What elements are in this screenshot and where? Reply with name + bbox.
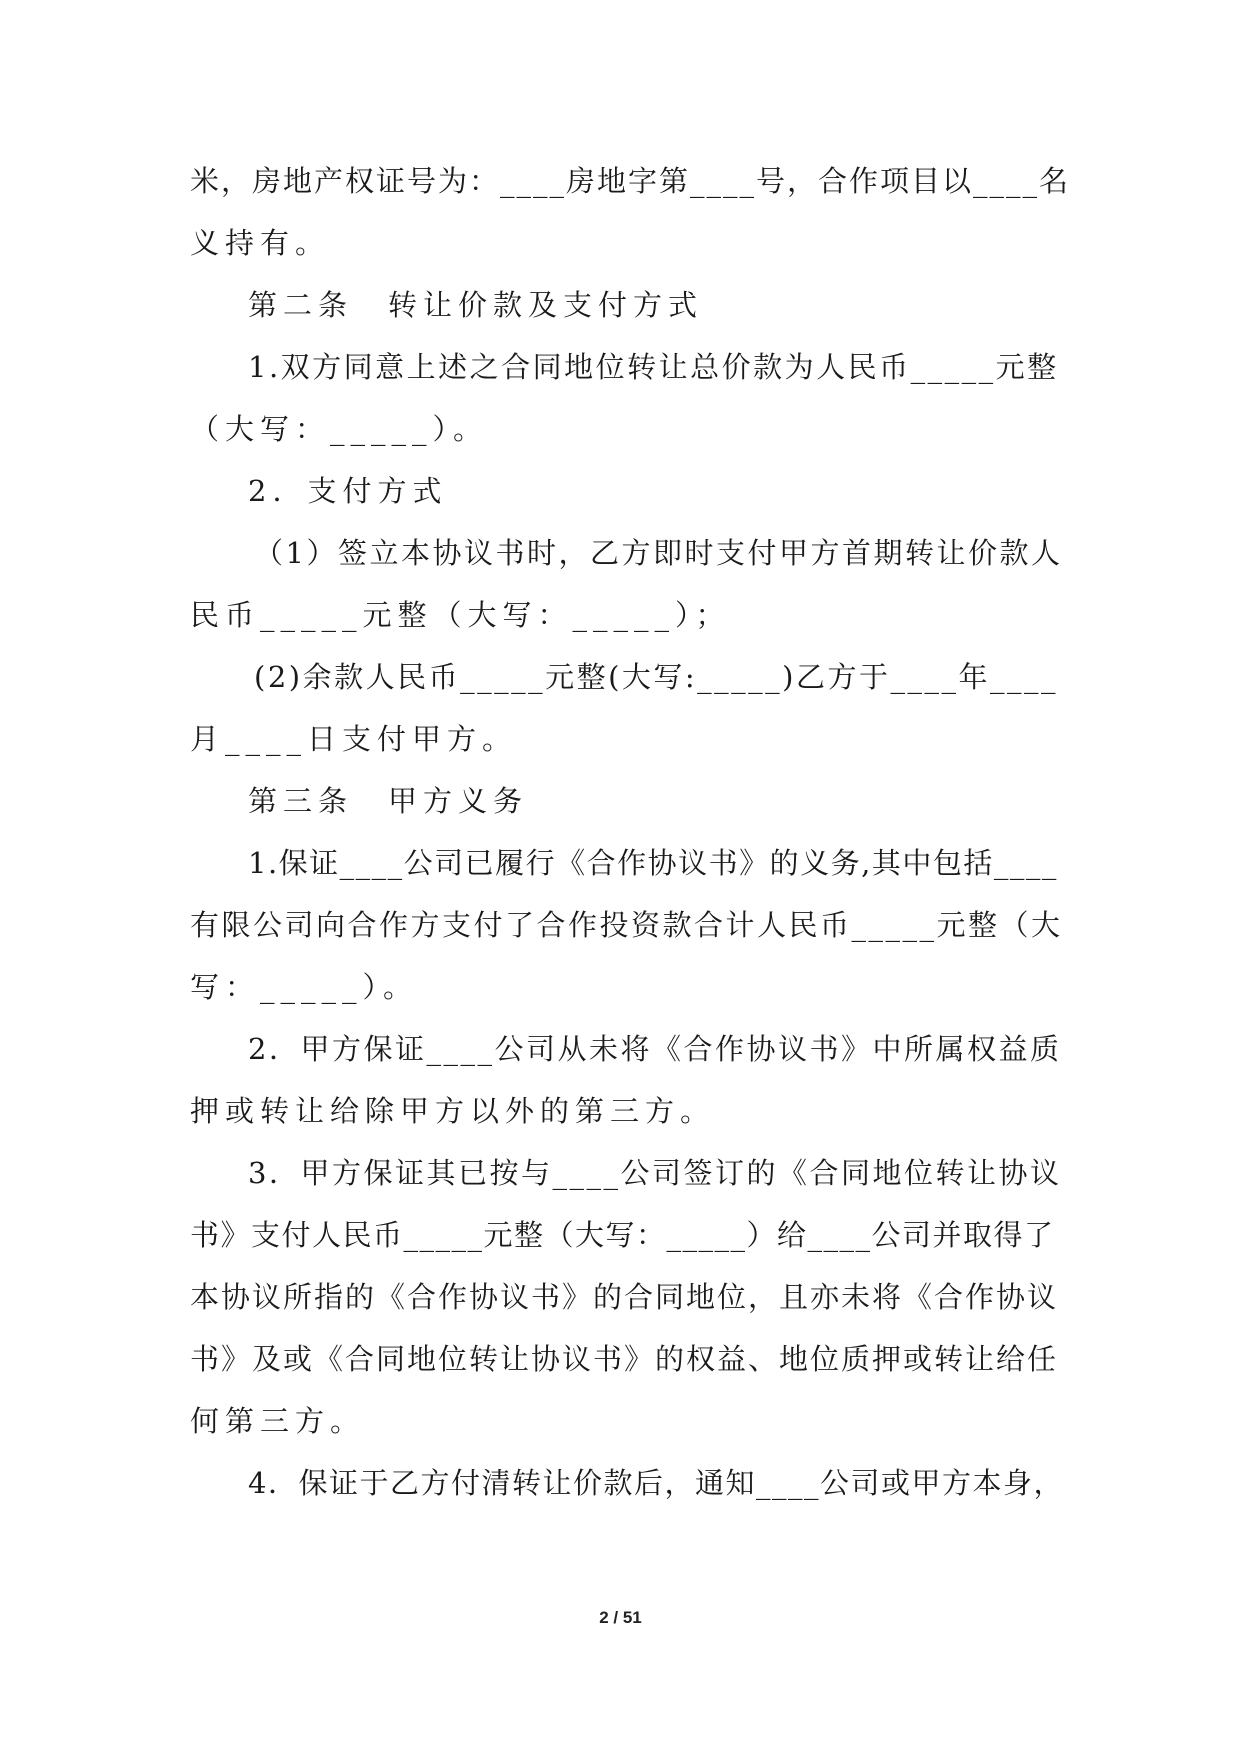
text-line: 书》及或《合同地位转让协议书》的权益、地位质押或转让给任 [190, 1342, 1059, 1376]
text-line: 何第三方。 [190, 1404, 366, 1438]
text-line: 2．甲方保证____公司从未将《合作协议书》中所属权益质 [248, 1032, 1062, 1066]
page-number: 2 / 51 [599, 1608, 642, 1627]
text-line: 第三条 甲方义务 [248, 784, 529, 818]
text-line: (2)余款人民币_____元整(大写:_____)乙方于____年____ [254, 660, 1058, 694]
text-line: 义持有。 [190, 226, 331, 260]
text-line: （大写：_____）。 [190, 412, 489, 446]
text-line: 押或转让给除甲方以外的第三方。 [190, 1094, 716, 1128]
text-line: 本协议所指的《合作协议书》的合同地位，且亦未将《合作协议 [190, 1280, 1059, 1314]
text-line: 4．保证于乙方付清转让价款后，通知____公司或甲方本身， [248, 1466, 1064, 1500]
document-body [190, 150, 1070, 1514]
text-line: 1.保证____公司已履行《合作协议书》的义务,其中包括____ [248, 846, 1058, 880]
text-line: 书》支付人民币_____元整（大写：_____）给____公司并取得了 [190, 1218, 1055, 1252]
text-line: 1.双方同意上述之合同地位转让总价款为人民币_____元整 [248, 350, 1059, 384]
text-line: 3．甲方保证其已按与____公司签订的《合同地位转让协议 [248, 1156, 1062, 1190]
text-line: （1）签立本协议书时，乙方即时支付甲方首期转让价款人 [254, 536, 1063, 570]
text-line: 写：_____）。 [190, 970, 419, 1004]
text-line: 有限公司向合作方支付了合作投资款合计人民币_____元整（大 [190, 908, 1063, 942]
text-line: 2．支付方式 [248, 474, 448, 508]
text-line: 第二条 转让价款及支付方式 [248, 288, 704, 322]
text-line: 月____日支付甲方。 [190, 722, 518, 756]
text-line: 米，房地产权证号为：____房地字第____号，合作项目以____名 [190, 164, 1071, 198]
text-line: 民币_____元整（大写：_____）； [190, 598, 731, 632]
